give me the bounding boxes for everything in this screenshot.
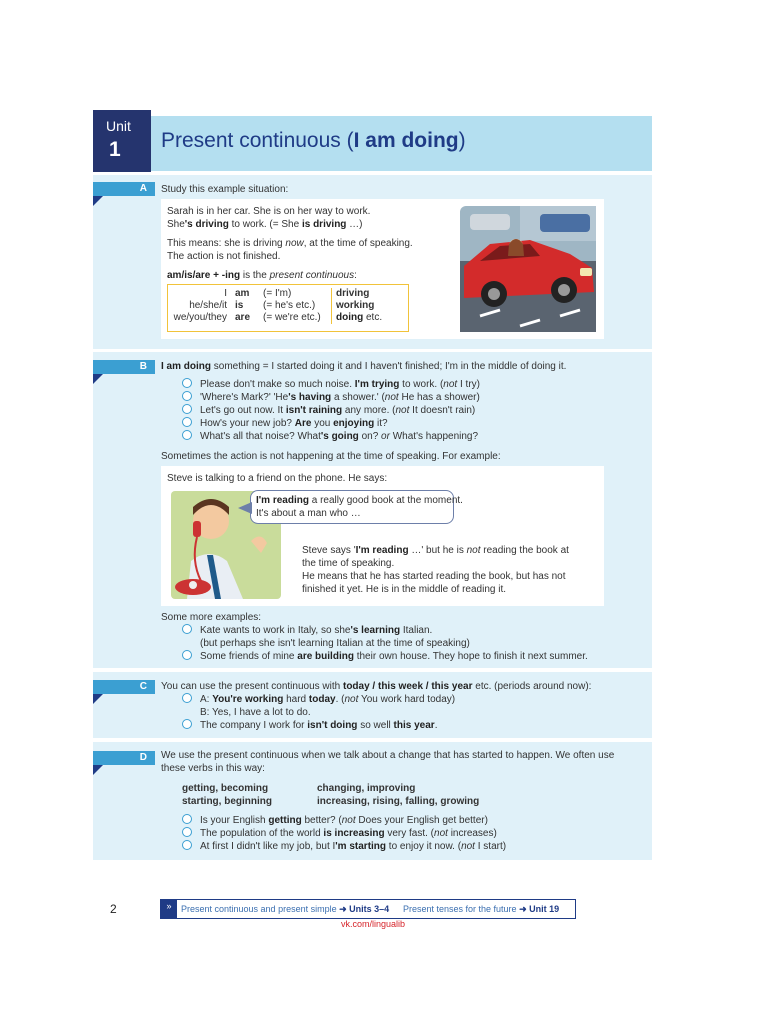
section-d-lead-2: these verbs in this way: (161, 763, 265, 774)
conjugation-table (167, 284, 409, 332)
unit-badge (93, 110, 151, 172)
steve-intro: Steve is talking to a friend on the phone. He says: (167, 473, 388, 484)
list-item: 'Where's Mark?' 'He's having a shower.' (not He has a shower) (182, 391, 480, 404)
more-examples-heading: Some more examples: (161, 612, 262, 623)
page-number: 2 (110, 902, 117, 916)
sarah-line-4: The action is not finished. (167, 251, 281, 262)
tab-fold (93, 765, 103, 775)
sarah-line-2: She's driving to work. (= She is driving …) (167, 219, 363, 230)
table-row: he/she/it is (= he's etc.) working (168, 300, 386, 312)
cross-ref-link-2[interactable]: Present tenses for the future ➜ Unit 19 (403, 904, 560, 914)
unit-number: 1 (109, 138, 121, 161)
list-item: Kate wants to work in Italy, so she's learning Italian. (182, 624, 432, 637)
list-item: How's your new job? Are you enjoying it? (182, 417, 388, 430)
bullet-icon (182, 814, 192, 824)
unit-word: Unit (106, 118, 131, 134)
bubble-line-2: It's about a man who … (256, 508, 361, 519)
list-item: Is your English getting better? (not Does your English get better) (182, 814, 488, 827)
list-item: A: You're working hard today. (not You work hard today) (182, 693, 455, 706)
section-c-lead: You can use the present continuous with today / this week / this year etc. (periods around now): (161, 681, 592, 692)
section-d-lead-1: We use the present continuous when we talk about a change that has started to happen. We often use (161, 750, 615, 761)
tab-fold (93, 374, 103, 384)
tab-fold (93, 694, 103, 704)
bullet-icon (182, 404, 192, 414)
speech-bubble-tail (238, 502, 252, 514)
list-item: At first I didn't like my job, but I'm starting to enjoy it now. (not I start) (182, 840, 506, 853)
bubble-line-1: I'm reading a really good book at the moment. (256, 495, 463, 506)
bullet-icon (182, 827, 192, 837)
bullet-icon (182, 624, 192, 634)
section-d-tab: D (93, 751, 155, 765)
list-item-continuation: B: Yes, I have a lot to do. (200, 707, 311, 718)
sarah-line-1: Sarah is in her car. She is on her way to work. (167, 206, 371, 217)
section-b-tab: B (93, 360, 155, 374)
list-item: The company I work for isn't doing so well this year. (182, 719, 437, 732)
verbs-right-2: increasing, rising, falling, growing (317, 796, 480, 807)
section-a-tab: A (93, 182, 155, 196)
list-item: Some friends of mine are building their own house. They hope to finish it next summer. (182, 650, 588, 663)
form-rule: am/is/are + -ing is the present continuous: (167, 270, 357, 281)
bullet-icon (182, 417, 192, 427)
verbs-right-1: changing, improving (317, 783, 416, 794)
list-item: Please don't make so much noise. I'm trying to work. (not I try) (182, 378, 480, 391)
tab-fold (93, 196, 103, 206)
steve-explain-3: He means that he has started reading the book, but has not (302, 571, 566, 582)
page-title: Present continuous (I am doing) (161, 129, 466, 152)
bullet-icon (182, 650, 192, 660)
list-item: Let's go out now. It isn't raining any more. (not It doesn't rain) (182, 404, 475, 417)
bullet-icon (182, 378, 192, 388)
steve-explain-2: the time of speaking. (302, 558, 395, 569)
section-a-intro: Study this example situation: (161, 184, 289, 195)
list-item: What's all that noise? What's going on? or What's happening? (182, 430, 478, 443)
verbs-left-2: starting, beginning (182, 796, 272, 807)
bullet-icon (182, 840, 192, 850)
bullet-icon (182, 391, 192, 401)
car-illustration (460, 206, 596, 332)
bullet-icon (182, 719, 192, 729)
section-b-lead: I am doing something = I started doing it and I haven't finished; I'm in the middle of doing it. (161, 361, 567, 372)
list-item: The population of the world is increasing very fast. (not increases) (182, 827, 497, 840)
cross-ref-link-1[interactable]: Present continuous and present simple ➜ Units 3–4 (181, 904, 390, 914)
sometimes-line: Sometimes the action is not happening at the time of speaking. For example: (161, 451, 501, 462)
verbs-left-1: getting, becoming (182, 783, 269, 794)
steve-explain-1: Steve says 'I'm reading …' but he is not reading the book at (302, 545, 569, 556)
double-chevron-icon: » (161, 900, 177, 918)
cross-reference-box (160, 899, 576, 919)
steve-explain-4: finished it yet. He is in the middle of reading it. (302, 584, 506, 595)
sarah-line-3: This means: she is driving now, at the time of speaking. (167, 238, 413, 249)
section-c-tab: C (93, 680, 155, 694)
table-row: I am (= I'm) driving (168, 288, 386, 300)
bullet-icon (182, 430, 192, 440)
list-item-continuation: (but perhaps she isn't learning Italian at the time of speaking) (200, 638, 470, 649)
watermark-link[interactable]: vk.com/lingualib (341, 919, 406, 929)
table-row: we/you/they are (= we're etc.) doing etc. (168, 312, 386, 324)
bullet-icon (182, 693, 192, 703)
